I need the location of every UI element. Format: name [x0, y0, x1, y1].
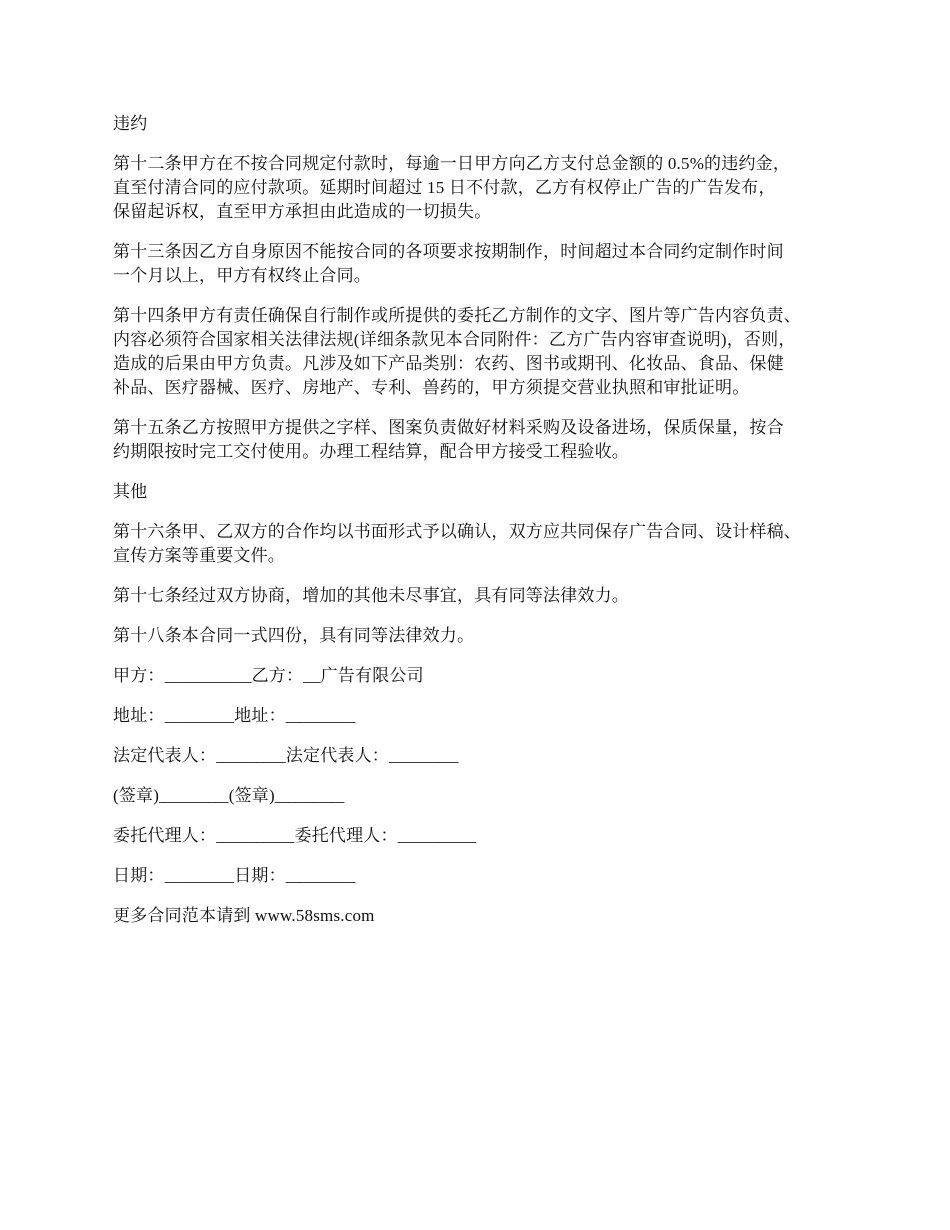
clause-12 [113, 152, 858, 224]
clause-17 [113, 584, 858, 608]
clause-13 [113, 240, 858, 288]
text-line: 甲方：__________乙方：__广告有限公司 [113, 666, 424, 685]
text-line: 约期限按时完工交付使用。办理工程结算，配合甲方接受工程验收。 [113, 442, 629, 461]
footer-note [113, 904, 858, 928]
text-line: 第十五条乙方按照甲方提供之字样、图案负责做好材料采购及设备进场，保质保量，按合 [113, 418, 784, 437]
text-line: 直至付清合同的应付款项。延期时间超过 15 日不付款，乙方有权停止广告的广告发布， [113, 178, 776, 197]
clause-18 [113, 624, 858, 648]
document-page [113, 112, 858, 944]
text-line: 第十七条经过双方协商，增加的其他未尽事宜，具有同等法律效力。 [113, 586, 629, 605]
text-line: (签章)________(签章)________ [113, 786, 345, 805]
text-line: 第十四条甲方有责任确保自行制作或所提供的委托乙方制作的文字、图片等广告内容负责、 [113, 306, 801, 325]
text-line: 一个月以上，甲方有权终止合同。 [113, 266, 371, 285]
text-line: 日期：________日期：________ [113, 866, 356, 885]
text-line: 地址：________地址：________ [113, 706, 356, 725]
text-line: 补品、医疗器械、医疗、房地产、专利、兽药的，甲方须提交营业执照和审批证明。 [113, 378, 750, 397]
text-line: 第十二条甲方在不按合同规定付款时，每逾一日甲方向乙方支付总金额的 0.5%的违约金， [113, 154, 791, 173]
signature-seal [113, 784, 858, 808]
text-line: 第十三条因乙方自身原因不能按合同的各项要求按期制作，时间超过本合同约定制作时间 [113, 242, 784, 261]
clause-16 [113, 520, 858, 568]
text-line: 法定代表人：________法定代表人：________ [113, 746, 459, 765]
text-line: 违约 [113, 114, 148, 133]
text-line: 第十八条本合同一式四份，具有同等法律效力。 [113, 626, 475, 645]
text-line: 保留起诉权，直至甲方承担由此造成的一切损失。 [113, 202, 492, 221]
text-line: 第十六条甲、乙双方的合作均以书面形式予以确认，双方应共同保存广告合同、设计样稿、 [113, 522, 801, 541]
signature-address [113, 704, 858, 728]
text-line: 委托代理人：_________委托代理人：_________ [113, 826, 476, 845]
signature-legal-rep [113, 744, 858, 768]
section-heading-other [113, 480, 858, 504]
text-line: 宣传方案等重要文件。 [113, 546, 285, 565]
text-line: 造成的后果由甲方负责。凡涉及如下产品类别：农药、图书或期刊、化妆品、食品、保健 [113, 354, 784, 373]
signature-agent [113, 824, 858, 848]
text-line: 更多合同范本请到 www.58sms.com [113, 906, 375, 925]
section-heading-breach [113, 112, 858, 136]
signature-parties [113, 664, 858, 688]
text-line: 内容必须符合国家相关法律法规(详细条款见本合同附件：乙方广告内容审查说明)，否则， [113, 330, 796, 349]
clause-15 [113, 416, 858, 464]
signature-date [113, 864, 858, 888]
text-line: 其他 [113, 482, 148, 501]
clause-14 [113, 304, 858, 400]
